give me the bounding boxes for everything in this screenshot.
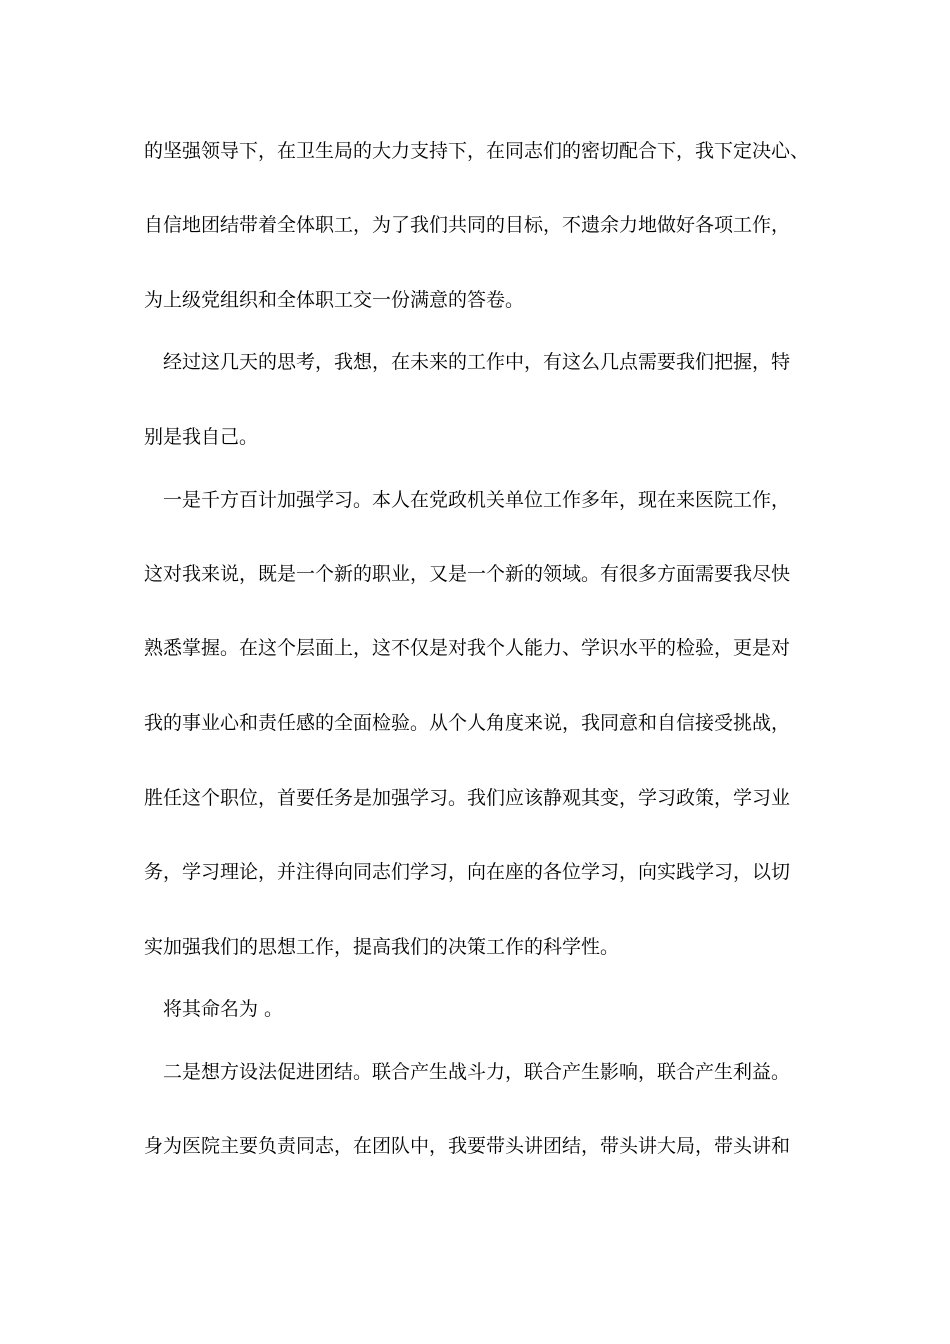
text-line: 我的事业心和责任感的全面检验。从个人角度来说，我同意和自信接受挑战， [144,712,791,734]
text-line: 为上级党组织和全体职工交一份满意的答卷。 [144,289,525,311]
text-line: 务，学习理论，并注得向同志们学习，向在座的各位学习，向实践学习，以切 [144,861,791,883]
text-line: 熟悉掌握。在这个层面上，这不仅是对我个人能力、学识水平的检验，更是对 [144,637,791,659]
paragraph-start-line: 将其命名为 。 [163,998,284,1020]
paragraph-start-line: 一是千方百计加强学习。本人在党政机关单位工作多年，现在来医院工作， [163,489,791,511]
text-line: 自信地团结带着全体职工，为了我们共同的目标，不遗余力地做好各项工作， [144,214,791,236]
text-line: 别是我自己。 [144,426,259,448]
text-line: 胜任这个职位，首要任务是加强学习。我们应该静观其变，学习政策，学习业 [144,787,791,809]
text-line: 身为医院主要负责同志，在团队中，我要带头讲团结，带头讲大局，带头讲和 [144,1135,791,1157]
paragraph-start-line: 经过这几天的思考，我想，在未来的工作中，有这么几点需要我们把握，特 [163,351,791,373]
text-line: 这对我来说，既是一个新的职业，又是一个新的领域。有很多方面需要我尽快 [144,563,791,585]
paragraph-start-line: 二是想方设法促进团结。联合产生战斗力，联合产生影响，联合产生利益。 [163,1061,791,1083]
text-line: 实加强我们的思想工作，提高我们的决策工作的科学性。 [144,936,620,958]
text-line: 的坚强领导下，在卫生局的大力支持下，在同志们的密切配合下，我下定决心、 [144,140,810,162]
